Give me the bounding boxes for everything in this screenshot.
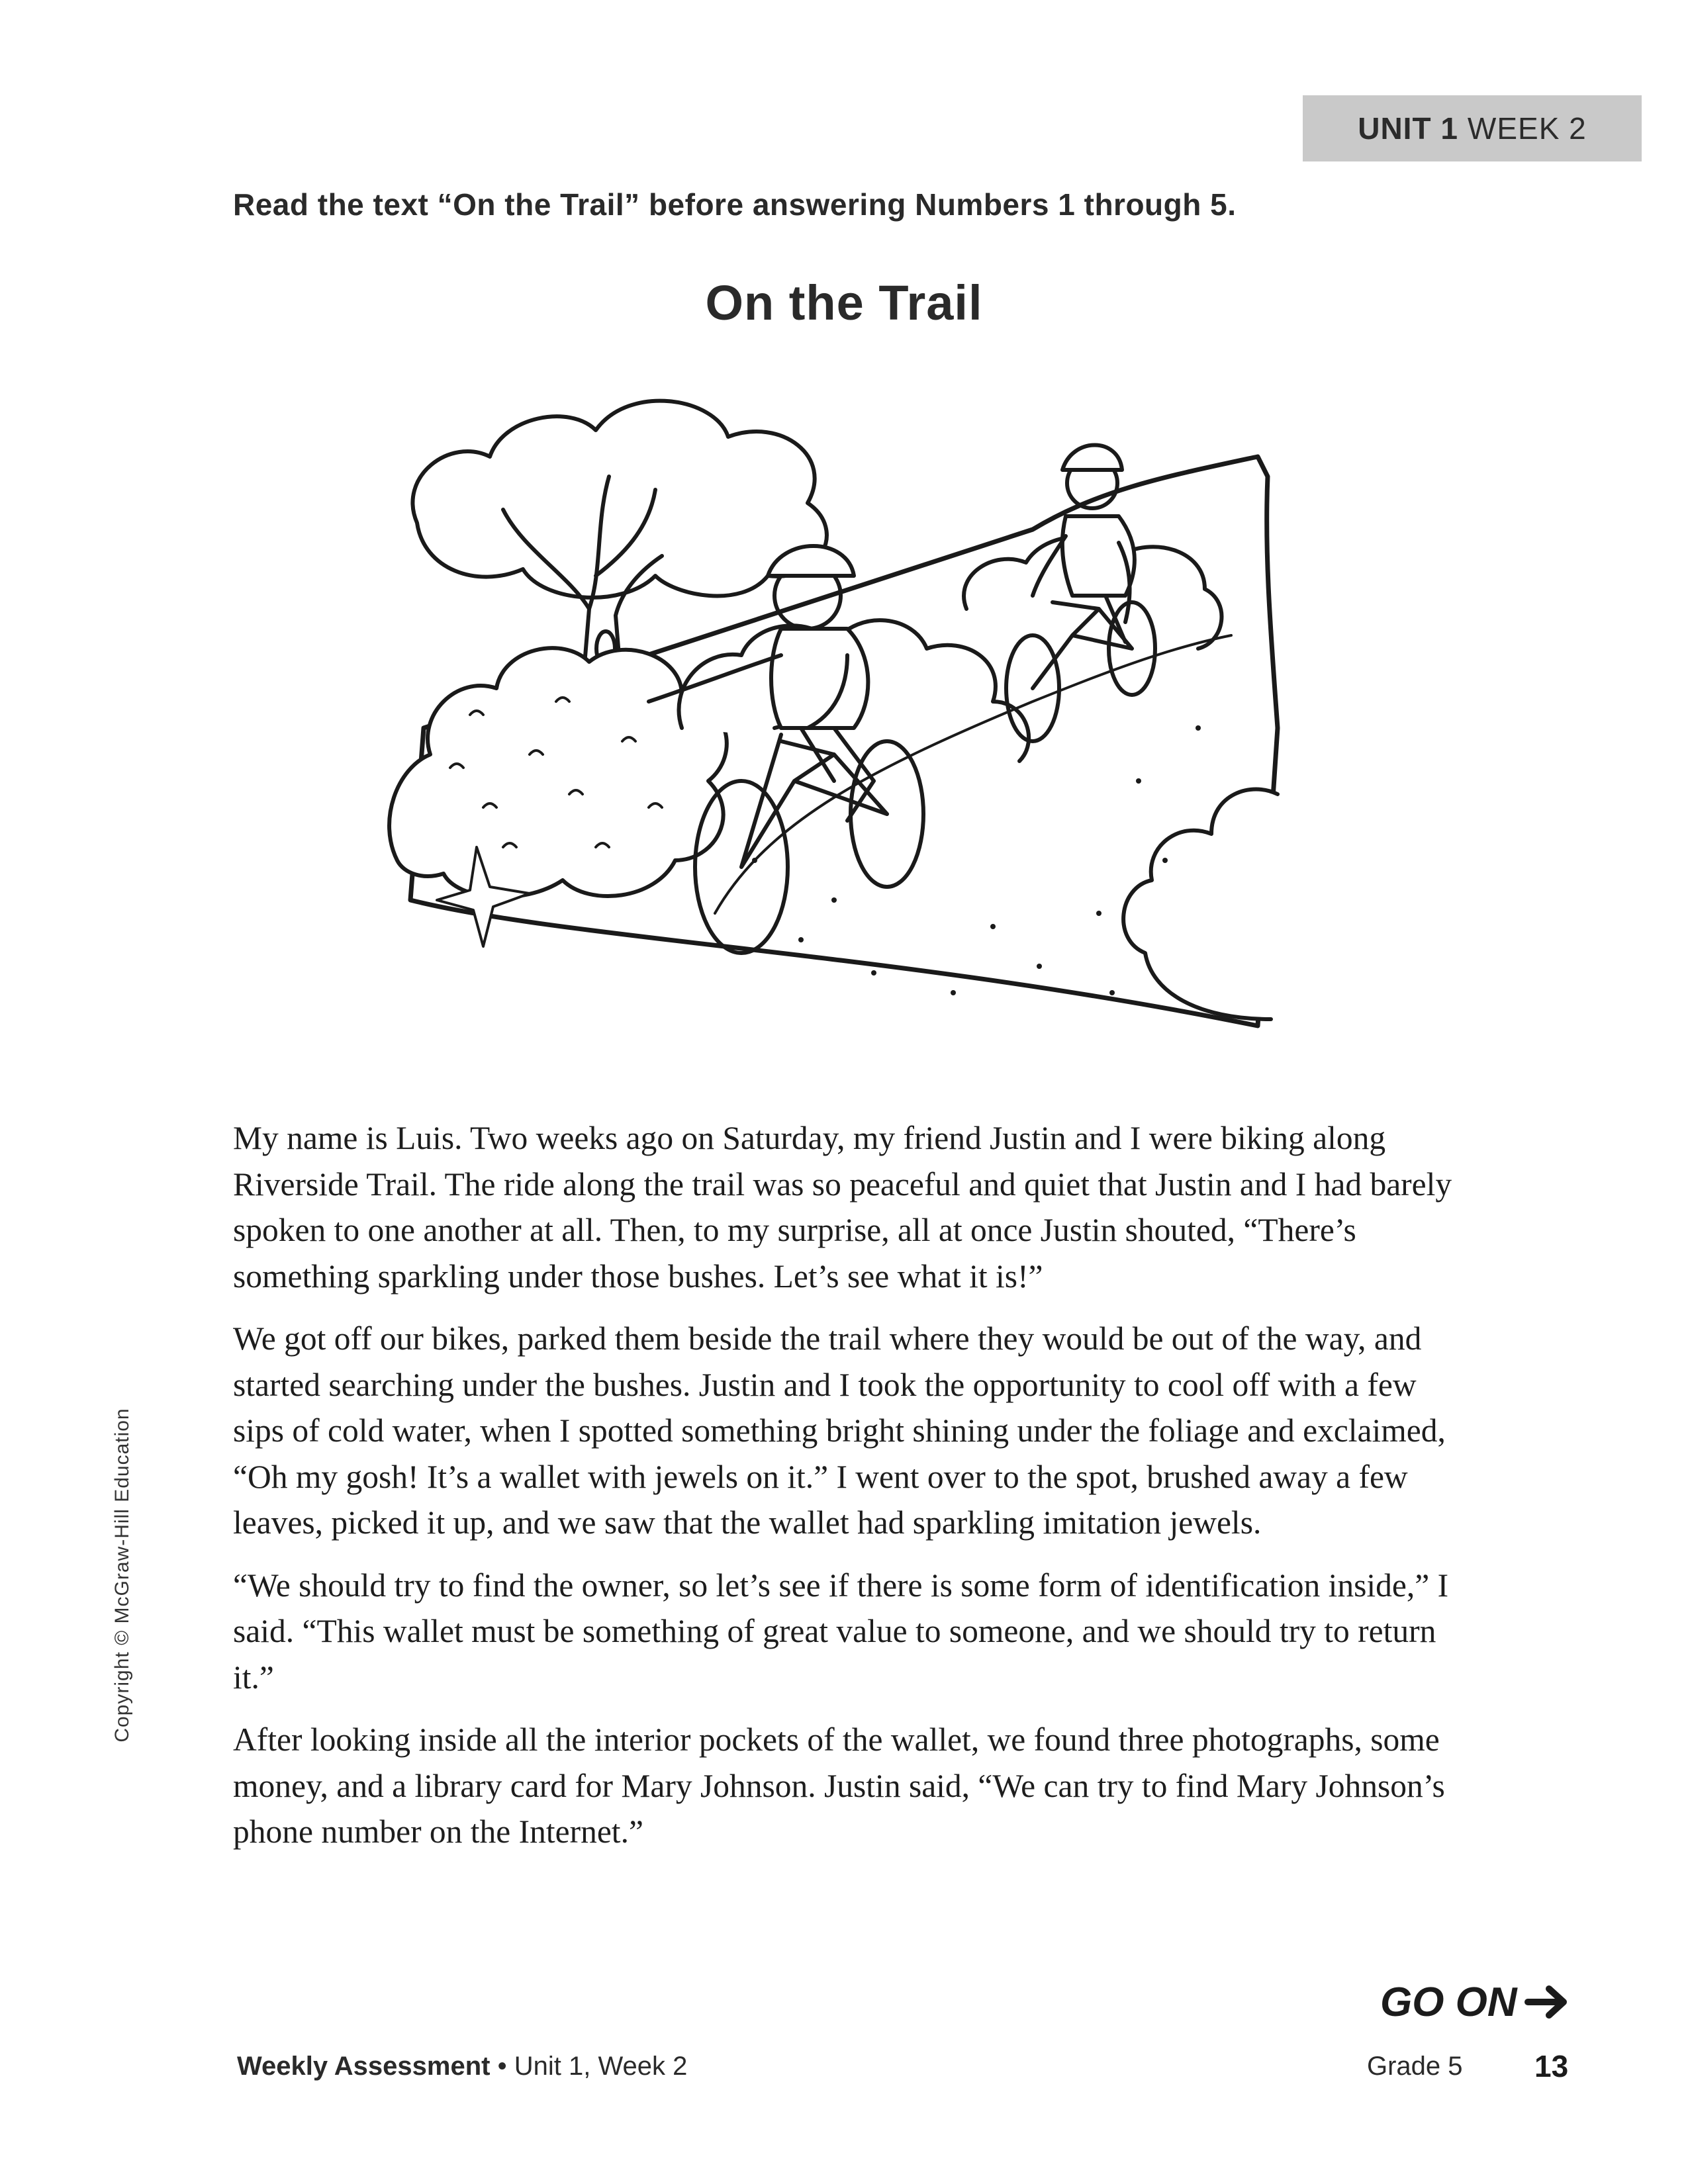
copyright-notice: Copyright © McGraw-Hill Education (111, 1408, 133, 1743)
go-on-label: GO ON (1380, 1979, 1517, 2025)
paragraph: After looking inside all the interior pockets of the wallet, we found three photographs, some money, and a library card for Mary Johnson. Justin said, “We can try to find Mary Johnson’s phone number on the Internet.” (233, 1721, 1445, 1850)
two-kids-biking-illustration (371, 357, 1311, 1085)
paragraph: My name is Luis. Two weeks ago on Saturday, my friend Justin and I were biking along Riverside Trail. The ride along the trail was so peaceful and quiet that Justin and I had barely spoken to one another at all. Then, to my surprise, all at once Justin shouted, “There’s something sparkling under those bushes. Let’s see what it is!” (233, 1120, 1452, 1295)
instruction-text: Read the text “On the Trail” before answering Numbers 1 through 5. (233, 187, 1237, 222)
week-label: WEEK 2 (1467, 111, 1587, 146)
page-number: 13 (1534, 2049, 1569, 2083)
story-text (233, 1115, 1458, 1872)
paragraph: We got off our bikes, parked them beside the trail where they would be out of the way, and started searching under the bushes. Justin and I took the opportunity to cool off with a few sips of cold water, when I spotted something bright shining under the foliage and exclaimed, “Oh my gosh! It’s a wallet with jewels on it.” I went over to the spot, brushed away a few leaves, picked it up, and we saw that the wallet had sparkling imitation jewels. (233, 1320, 1446, 1541)
assessment-name: Weekly Assessment (237, 2052, 491, 2081)
arrow-right-icon (1524, 1983, 1570, 2021)
unit-week: Unit 1, Week 2 (514, 2052, 688, 2081)
footer-grade: Grade 5 (1367, 2052, 1463, 2081)
unit-week-tab (1303, 95, 1642, 161)
unit-label: UNIT 1 (1358, 111, 1458, 146)
story-title: On the Trail (705, 275, 983, 330)
footer-separator: • (497, 2052, 507, 2081)
go-on-indicator (1380, 1976, 1570, 2028)
paragraph: “We should try to find the owner, so let’s see if there is some form of identification inside,” I said. “This wallet must be something of great value to someone, and we should try to return it.” (233, 1567, 1449, 1696)
footer-assessment (237, 2052, 687, 2081)
